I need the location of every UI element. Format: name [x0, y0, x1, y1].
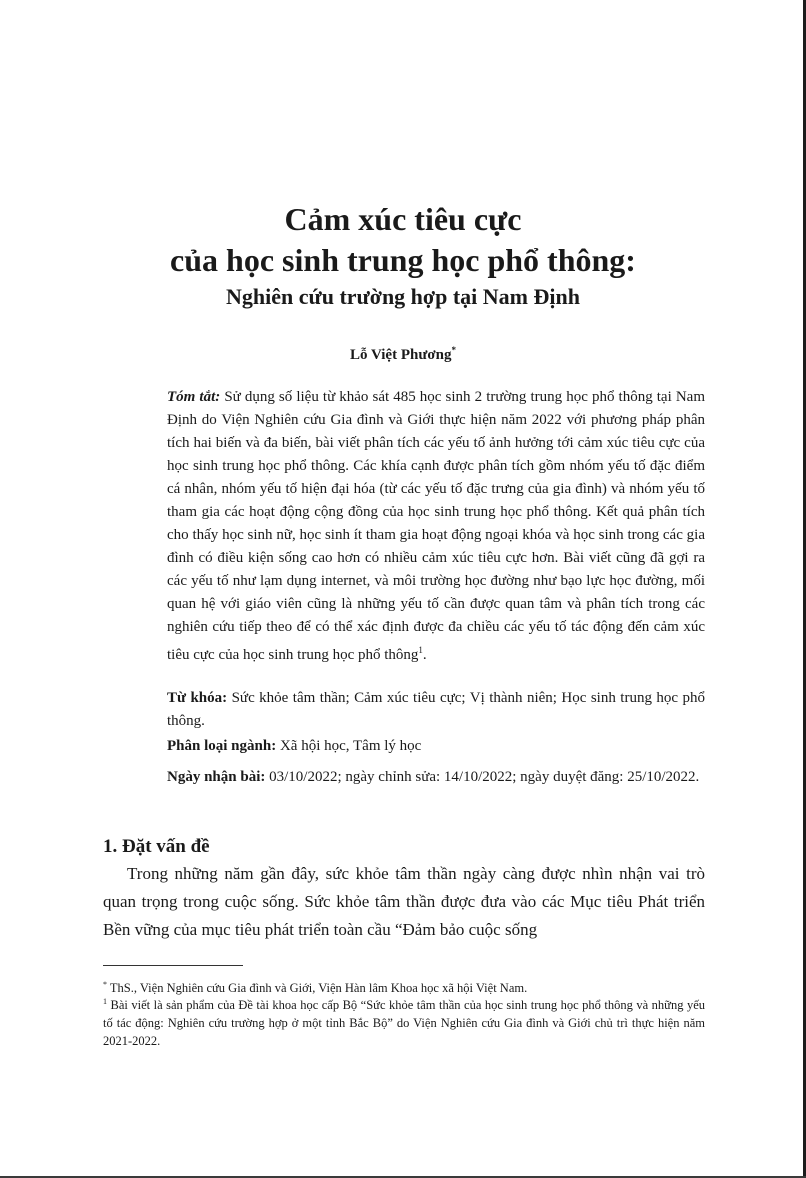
section-heading: 1. Đặt vấn đề: [103, 836, 210, 857]
keywords-label: Từ khóa:: [167, 690, 228, 706]
title-line-1: Cảm xúc tiêu cực: [284, 201, 522, 237]
keywords-text: Sức khỏe tâm thần; Cảm xúc tiêu cực; Vị thành niên; Học sinh trung học phổ thông.: [167, 690, 706, 729]
field-label: Phân loại ngành:: [167, 738, 277, 754]
subtitle: Nghiên cứu trường hợp tại Nam Định: [226, 284, 580, 309]
body-paragraph: Trong những năm gần đây, sức khỏe tâm thần ngày càng được nhìn nhận vai trò quan trọng trong cuộc sống. Sức khỏe tâm thần được đưa vào các Mục tiêu Phát triển Bền vững của mục tiêu phát triển toàn cầu “Đảm bảo cuộc sống: [103, 864, 705, 939]
author-name: Lỗ Việt Phương: [350, 347, 452, 363]
keywords: [167, 687, 705, 733]
footnote-text: Bài viết là sản phẩm của Đề tài khoa học cấp Bộ “Sức khỏe tâm thần của học sinh trung học phổ thông và những yếu tố tác động: Nghiên cứu trường hợp ở một tỉnh Bắc Bộ” do Viện Nghiên cứu Gia đình và Giới chủ trì thực hiện năm 2021-2022.: [103, 998, 705, 1049]
footnote-mark: 1: [103, 997, 107, 1006]
abstract: [167, 386, 705, 667]
dates-label: Ngày nhận bài:: [167, 769, 266, 785]
field-text: Xã hội học, Tâm lý học: [279, 738, 422, 754]
footnote-mark: *: [103, 980, 107, 989]
title-line-2: của học sinh trung học phổ thông:: [170, 242, 636, 278]
footnote-text: ThS., Viện Nghiên cứu Gia đình và Giới, Viện Hàn lâm Khoa học xã hội Việt Nam.: [109, 981, 528, 996]
dates-text: 03/10/2022; ngày chỉnh sửa: 14/10/2022; ngày duyệt đăng: 25/10/2022.: [269, 769, 700, 785]
author: [0, 340, 806, 365]
submission-dates: [167, 766, 705, 789]
abstract-text: Sử dụng số liệu từ khảo sát 485 học sinh 2 trường trung học phổ thông tại Nam Định do Viện Nghiên cứu Gia đình và Giới thực hiện năm 2022 với phương pháp phân tích hai biến và đa biến, bài viết phân tích các yếu tố ảnh hưởng tới cảm xúc tiêu cực của học sinh trung học phổ thông. Các khía cạnh được phân tích gồm nhóm yếu tố đặc điểm cá nhân, nhóm yếu tố hiện đại hóa (từ các yếu tố đặc trưng của gia đình) và nhóm yếu tố tham gia các hoạt động cộng đồng của học sinh trung học phổ thông. Kết quả phân tích cho thấy học sinh nữ, học sinh ít tham gia hoạt động ngoại khóa và học sinh trong các gia đình có điều kiện sống cao hơn có nhiều cảm xúc tiêu cực hơn. Bài viết cũng đã gợi ra các yếu tố như lạm dụng internet, và môi trường học đường như bạo lực học đường, mối quan hệ với giáo viên cũng là những yếu tố cần được quan tâm và phân tích trong các nghiên cứu tiếp theo để có thể xác định được đa chiều các yếu tố tác động đến cảm xúc tiêu cực của học sinh trung học phổ thông: [167, 389, 705, 663]
footnote-project: [103, 993, 705, 1050]
author-footnote-mark: *: [451, 345, 456, 355]
abstract-end: .: [422, 647, 427, 663]
footnote-divider: [103, 965, 243, 966]
abstract-label: Tóm tắt:: [167, 389, 221, 405]
abstract-footnote-mark: 1: [418, 645, 423, 655]
field-classification: [167, 735, 705, 758]
